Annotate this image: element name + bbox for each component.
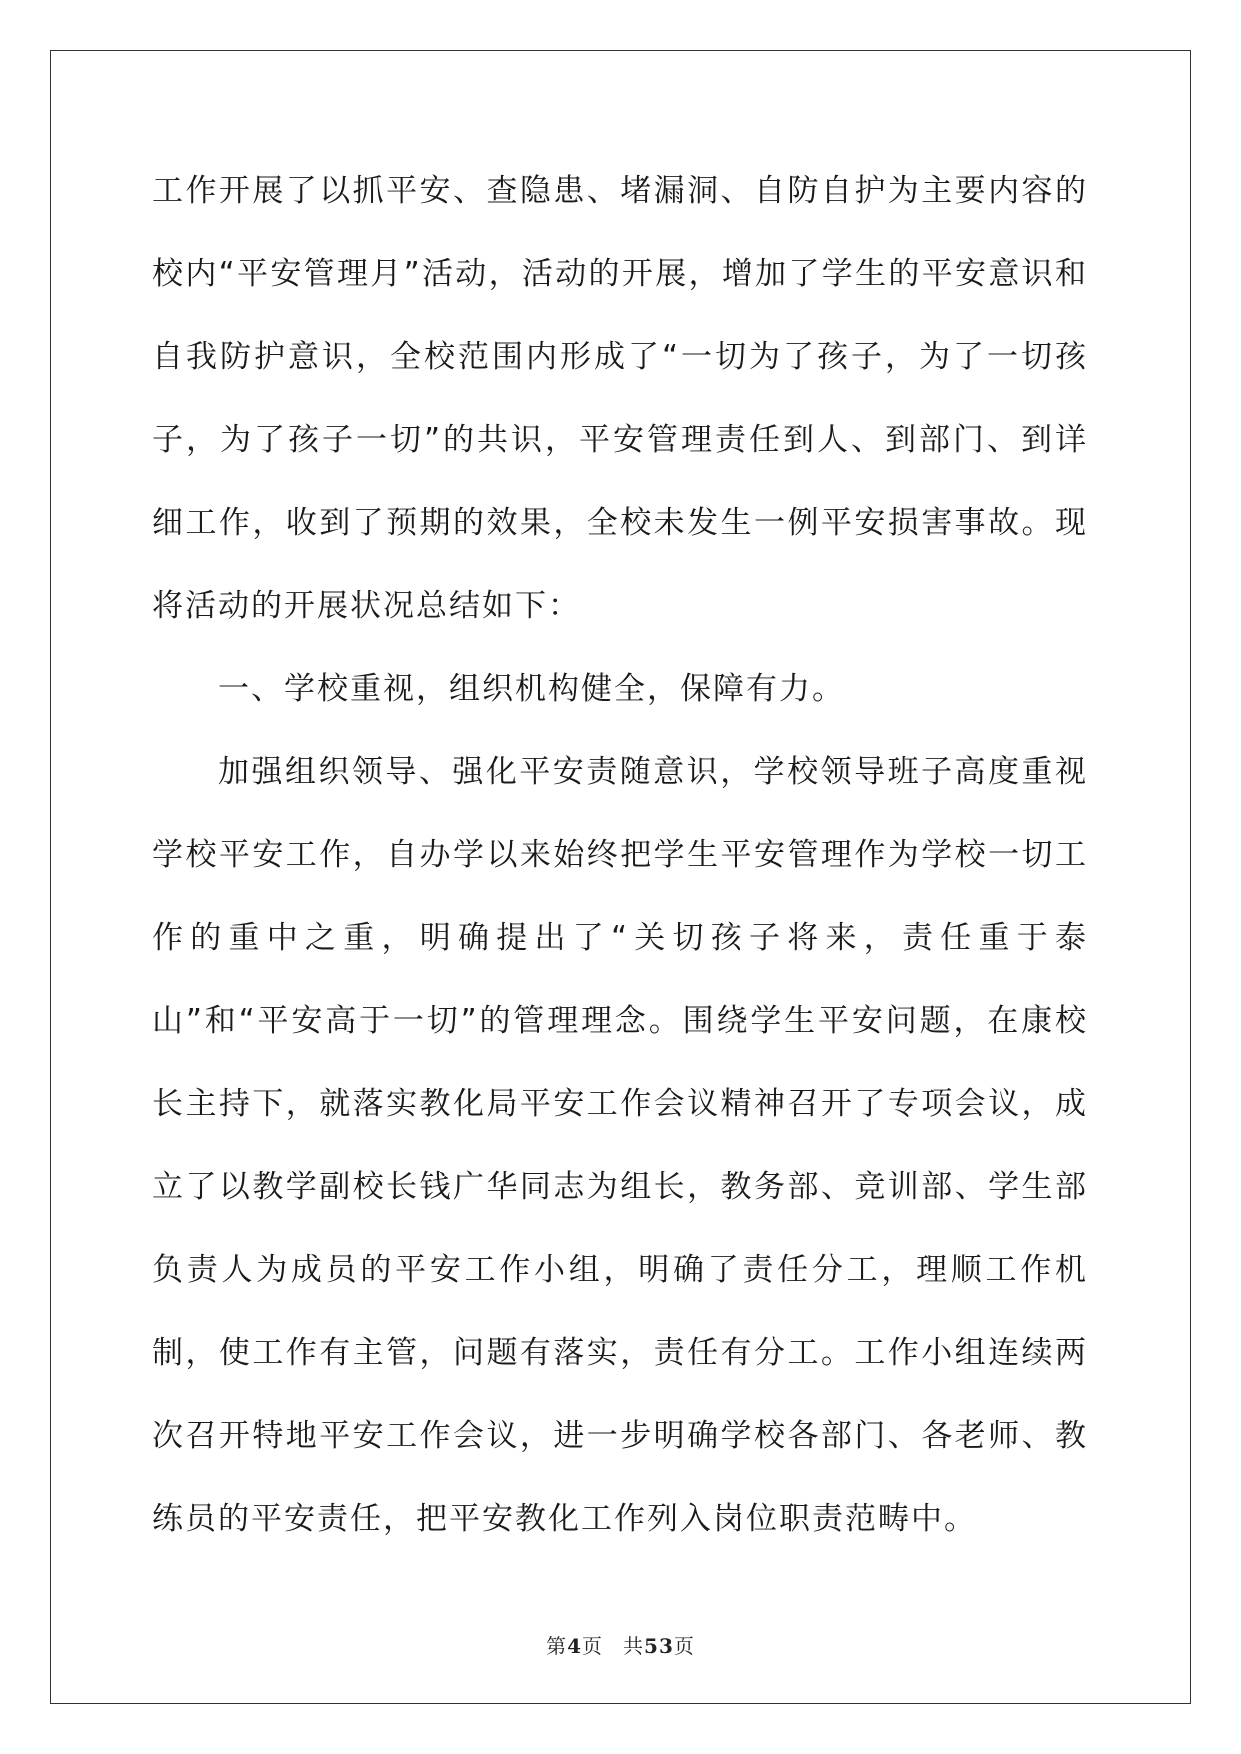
document-body — [152, 150, 1088, 1561]
paragraph-section-1: 加强组织领导、强化平安责随意识，学校领导班子高度重视学校平安工作，自办学以来始终把学生平安管理作为学校一切工作的重中之重，明确提出了“关切孩子将来，责任重于泰山”和“平安高于一切”的管理理念。围绕学生平安问题，在康校长主持下，就落实教化局平安工作会议精神召开了专项会议，成立了以教学副校长钱广华同志为组长，教务部、竞训部、学生部负责人为成员的平安工作小组，明确了责任分工，理顺工作机制，使工作有主管，问题有落实，责任有分工。工作小组连续两次召开特地平安工作会议，进一步明确学校各部门、各老师、教练员的平安责任，把平安教化工作列入岗位职责范畴中。 — [152, 754, 1088, 1537]
page-current: 4 — [567, 1634, 583, 1658]
page-unit: 页 — [582, 1634, 604, 1658]
section-heading-1: 一、学校重视，组织机构健全，保障有力。 — [218, 671, 845, 707]
page-prefix: 第 — [546, 1634, 568, 1658]
page-footer — [0, 1630, 1241, 1659]
total-unit: 页 — [673, 1634, 695, 1658]
total-prefix: 共 — [623, 1634, 645, 1658]
paragraph-intro: 工作开展了以抓平安、查隐患、堵漏洞、自防自护为主要内容的校内“平安管理月”活动，活动的开展，增加了学生的平安意识和自我防护意识，全校范围内形成了“一切为了孩子，为了一切孩子，为了孩子一切”的共识，平安管理责任到人、到部门、到详细工作，收到了预期的效果，全校未发生一例平安损害事故。现将活动的开展状况总结如下： — [152, 173, 1088, 624]
page-total: 53 — [644, 1634, 674, 1658]
